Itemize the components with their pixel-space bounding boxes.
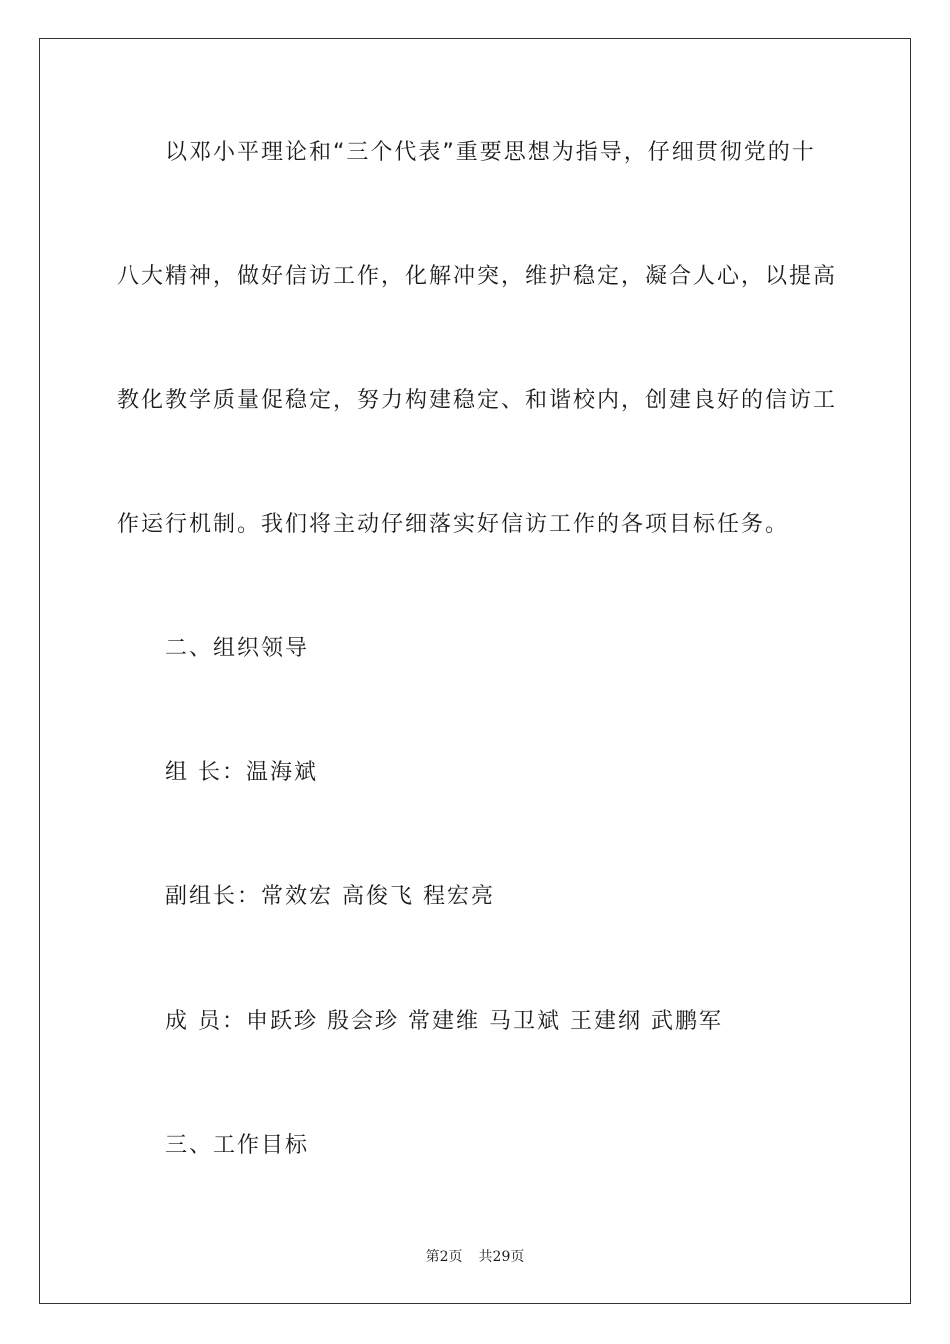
deputy-leader-line: 副组长：常效宏 高俊飞 程宏亮 [165, 884, 495, 909]
members-line: 成 员：申跃珍 殷会珍 常建维 马卫斌 王建纲 武鹏军 [165, 1009, 723, 1034]
paragraph-line-3: 教化教学质量促稳定，努力构建稳定、和谐校内，创建良好的信访工 [117, 388, 838, 413]
paragraph-line-4: 作运行机制。我们将主动仔细落实好信访工作的各项目标任务。 [117, 512, 790, 537]
page-border [39, 38, 911, 1304]
page-footer [0, 1247, 950, 1267]
page-total: 共29页 [478, 1249, 525, 1265]
leader-line: 组 长：温海斌 [165, 760, 318, 785]
paragraph-line-1: 以邓小平理论和“三个代表”重要思想为指导，仔细贯彻党的十 [165, 140, 816, 165]
page-number: 第2页 [425, 1249, 463, 1265]
section-heading-goals: 三、工作目标 [165, 1133, 310, 1158]
section-heading-organization: 二、组织领导 [165, 636, 310, 661]
paragraph-line-2: 八大精神，做好信访工作，化解冲突，维护稳定，凝合人心，以提高 [117, 264, 838, 289]
